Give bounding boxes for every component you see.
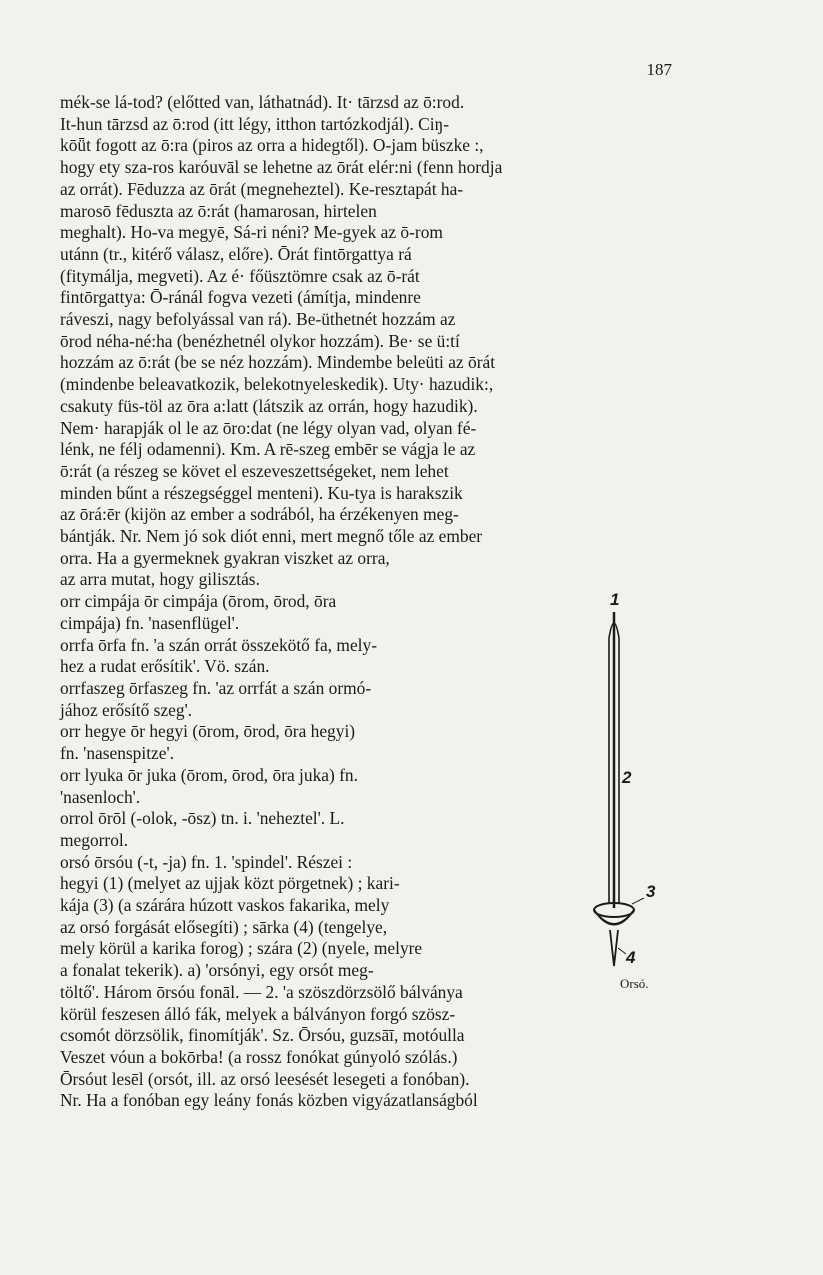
entry-line: 'nasenloch'. bbox=[60, 786, 141, 807]
intro-line: (fitymálja, megveti). Az é· főüsztömre csak az ō-rát bbox=[60, 265, 420, 286]
text-column bbox=[60, 92, 670, 1112]
intro-paragraph bbox=[60, 92, 670, 591]
intro-line: fintōrgattya: Ō-ránál fogva vezeti (ámítja, mindenre bbox=[60, 287, 421, 308]
entry-line: orrfa ōrfa fn. 'a szán orrát összekötő fa, mely- bbox=[60, 634, 377, 655]
spindle-figure bbox=[592, 590, 672, 1018]
intro-line: Nem· harapják ol le az ōro:dat (ne légy olyan vad, olyan fé- bbox=[60, 417, 477, 438]
entry-line: orsó ōrsóu (-t, -ja) fn. 1. 'spindel'. Részei : bbox=[60, 851, 353, 872]
intro-line: az arra mutat, hogy gilisztás. bbox=[60, 569, 260, 590]
intro-line: meghalt). Ho-va megyē, Sá-ri néni? Me-gyek az ō-rom bbox=[60, 222, 443, 243]
intro-line: orra. Ha a gyermeknek gyakran viszket az orra, bbox=[60, 547, 390, 568]
entry-line: a fonalat tekerik). a) 'orsónyi, egy orsót meg- bbox=[60, 960, 374, 981]
entry-line: körül feszesen álló fák, melyek a bálványon forgó szösz- bbox=[60, 1003, 456, 1024]
entry-line: Veszet vóun a bokōrba! (a rossz fonókat gúnyoló szólás.) bbox=[60, 1046, 458, 1067]
figure-label-2: 2 bbox=[622, 768, 632, 787]
intro-line: ō:rát (a részeg se követ el eszeveszettségeket, nem lehet bbox=[60, 460, 449, 481]
entry-line: Ōrsóut lesēl (orsót, ill. az orsó leesését lesegeti a fonóban). bbox=[60, 1068, 470, 1089]
entry-line: orr lyuka ōr juka (ōrom, ōrod, ōra juka) fn. bbox=[60, 764, 358, 785]
figure-label-3: 3 bbox=[646, 882, 656, 901]
entry-line: kája (3) (a szárára húzott vaskos fakarika, mely bbox=[60, 895, 390, 916]
intro-line: lénk, ne félj odamenni). Km. A rē-szeg embēr se vágja le az bbox=[60, 439, 476, 460]
figure-label-4: 4 bbox=[626, 948, 636, 967]
entry-line: az orsó forgását elősegíti) ; sārka (4) (tengelye, bbox=[60, 916, 388, 937]
page-number: 187 bbox=[646, 60, 672, 79]
intro-line: hogy ety sza-ros karóuvāl se lehetne az ōrát elér:ni (fenn hordja bbox=[60, 157, 503, 178]
figure-label-1: 1 bbox=[610, 590, 620, 609]
intro-line: hozzám az ō:rát (be se néz hozzám). Mindembe beleüti az ōrát bbox=[60, 352, 496, 373]
entry-line: cimpája) fn. 'nasenflügel'. bbox=[60, 612, 240, 633]
intro-line: minden bűnt a részegséggel menteni). Ku-tya is harakszik bbox=[60, 482, 463, 503]
intro-line: utánn (tr., kitérő válasz, előre). Ōrát fintōrgattya rá bbox=[60, 243, 412, 264]
entry-line: orr hegye ōr hegyi (ōrom, ōrod, ōra hegyi) bbox=[60, 721, 356, 742]
entry-line: Nr. Ha a fonóban egy leány fonás közben vigyázatlanságból bbox=[60, 1090, 478, 1111]
intro-line: marosō fēduszta az ō:rát (hamarosan, hirtelen bbox=[60, 200, 377, 221]
intro-line: csakuty füs-töl az ōra a:latt (látszik az orrán, hogy hazudik). bbox=[60, 395, 478, 416]
intro-line: az orrát). Fēduzza az ōrát (megneheztel). Ke-resztapát ha- bbox=[60, 178, 464, 199]
entry-line: csomót dörzsölik, finomítják'. Sz. Ōrsóu, guzsāī, motóulla bbox=[60, 1025, 465, 1046]
figure-caption: Orsó. bbox=[620, 976, 649, 991]
entry-line: fn. 'nasenspitze'. bbox=[60, 743, 174, 764]
entry-line: orrfaszeg ōrfaszeg fn. 'az orrfát a szán ormó- bbox=[60, 677, 372, 698]
intro-line: kōǖt fogott az ō:ra (piros az orra a hidegtől). O-jam büszke :, bbox=[60, 135, 484, 156]
intro-line: bántják. Nr. Nem jó sok diót enni, mert megnő tőle az ember bbox=[60, 526, 483, 547]
entry-line: töltő'. Három ōrsóu fonāl. — 2. 'a szöszdörzsölő bálványa bbox=[60, 981, 463, 1002]
intro-line: ráveszi, nagy befolyással van rá). Be-üthetnét hozzám az bbox=[60, 309, 456, 330]
intro-line: az ōrá:ēr (kijön az ember a sodrából, ha érzékenyen meg- bbox=[60, 504, 459, 525]
entry-line: jához erősítő szeg'. bbox=[60, 699, 193, 720]
entry-line: orrol ōrōl (-olok, -ōsz) tn. i. 'neheztel'. L. bbox=[60, 808, 345, 829]
dictionary-entries bbox=[60, 591, 592, 1112]
entry-line: mely körül a karika forog) ; szára (2) (nyele, melyre bbox=[60, 938, 423, 959]
intro-line: It-hun tārzsd az ō:rod (itt légy, itthon tartózkodjál). Ciŋ- bbox=[60, 113, 449, 134]
entry-line: hegyi (1) (melyet az ujjak közt pörgetnek) ; kari- bbox=[60, 873, 400, 894]
intro-line: (mindenbe beleavatkozik, belekotnyeleskedik). Uty· hazudik:, bbox=[60, 374, 494, 395]
intro-line: ōrod néha-né:ha (benézhetnél olykor hozzám). Be· se ü:tí bbox=[60, 330, 460, 351]
entry-line: orr cimpája ōr cimpája (ōrom, ōrod, ōra bbox=[60, 591, 337, 612]
entry-line: megorrol. bbox=[60, 829, 129, 850]
entry-line: hez a rudat erősítik'. Vö. szán. bbox=[60, 656, 270, 677]
intro-line: mék-se lá-tod? (előtted van, láthatnád). It· tārzsd az ō:rod. bbox=[60, 92, 465, 112]
